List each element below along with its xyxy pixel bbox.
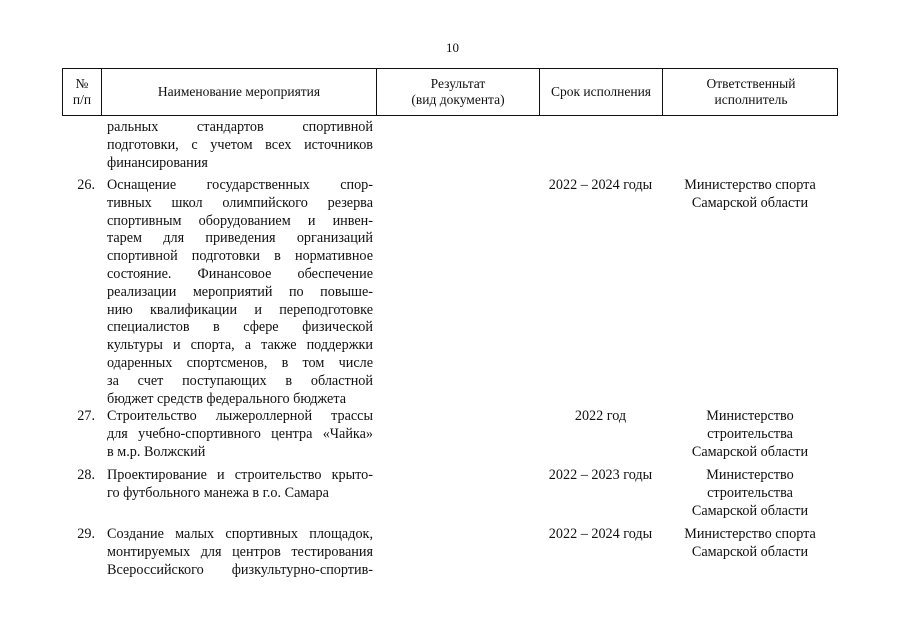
row-number: 26. bbox=[77, 177, 95, 193]
row-name-line: тарем для приведения организаций bbox=[107, 230, 373, 247]
header-resp-bottom: исполнитель bbox=[714, 92, 788, 107]
table-row bbox=[62, 467, 838, 520]
row-deadline: 2022 – 2023 годы bbox=[548, 467, 653, 483]
row-responsible bbox=[662, 177, 838, 408]
header-result-bottom: (вид документа) bbox=[411, 92, 505, 107]
header-result-top: Результат bbox=[430, 76, 486, 91]
row-number: 29. bbox=[77, 526, 95, 542]
row-name-line: финансирования bbox=[107, 154, 208, 171]
row-responsible bbox=[662, 408, 838, 461]
row-name-line: Всероссийского физкультурно-спортив- bbox=[107, 561, 373, 578]
row-responsible-line: строительства bbox=[707, 484, 793, 501]
row-name bbox=[101, 119, 376, 172]
row-responsible-line: Самарской области bbox=[691, 502, 809, 519]
row-name-line: состояние. Финансовое обеспечение bbox=[107, 265, 373, 282]
header-result bbox=[377, 69, 540, 115]
row-deadline: 2022 – 2024 годы bbox=[548, 526, 653, 542]
page-number: 10 bbox=[446, 40, 459, 55]
row-name-line: культуры и спорта, а также поддержки bbox=[107, 337, 373, 354]
row-responsible-line: Самарской области bbox=[691, 194, 809, 211]
row-name bbox=[101, 177, 376, 408]
row-number: 27. bbox=[77, 408, 95, 424]
table-row bbox=[62, 119, 838, 172]
row-responsible-line: Министерство спорта bbox=[684, 177, 816, 193]
row-responsible bbox=[662, 467, 838, 520]
row-name-line: спортивной подготовки в нормативное bbox=[107, 248, 373, 265]
row-name bbox=[101, 408, 376, 461]
row-name-line: Создание малых спортивных площадок, bbox=[107, 526, 373, 542]
row-responsible bbox=[662, 119, 838, 172]
row-responsible-line: Министерство bbox=[706, 467, 794, 483]
row-name-line: тивных школ олимпийского резерва bbox=[107, 194, 373, 211]
row-name-line: нию квалификации и переподготовке bbox=[107, 301, 373, 318]
row-name-line: в м.р. Волжский bbox=[107, 443, 206, 460]
row-name-line: ральных стандартов спортивной bbox=[107, 119, 373, 135]
row-responsible-line: Самарской области bbox=[691, 443, 809, 460]
row-name-line: го футбольного манежа в г.о. Самара bbox=[107, 484, 329, 501]
header-num-bottom: п/п bbox=[72, 92, 92, 107]
row-responsible bbox=[662, 526, 838, 579]
header-num-top: № bbox=[75, 76, 89, 91]
row-result bbox=[376, 119, 539, 172]
row-responsible-line: строительства bbox=[707, 425, 793, 442]
row-name-line: монтируемых для центров тестирования bbox=[107, 543, 373, 560]
row-name bbox=[101, 467, 376, 520]
row-name-line: спортивным оборудованием и инвен- bbox=[107, 212, 373, 229]
header-num bbox=[63, 69, 102, 115]
row-responsible-line: Министерство bbox=[706, 408, 794, 424]
row-number: 28. bbox=[77, 467, 95, 483]
row-deadline: 2022 год bbox=[574, 408, 627, 424]
row-responsible-line: Самарской области bbox=[691, 543, 809, 560]
row-deadline bbox=[539, 119, 662, 172]
table-row bbox=[62, 526, 838, 579]
header-responsible bbox=[663, 69, 839, 115]
row-result bbox=[376, 177, 539, 408]
row-responsible-line: Министерство спорта bbox=[684, 526, 816, 542]
row-name-line: подготовки, с учетом всех источников bbox=[107, 136, 373, 153]
row-name-line: Проектирование и строительство крыто- bbox=[107, 467, 373, 483]
row-name-line: за счет поступающих в областной bbox=[107, 372, 373, 389]
row-name bbox=[101, 526, 376, 579]
row-name-line: реализации мероприятий по повыше- bbox=[107, 283, 373, 300]
row-number bbox=[62, 119, 101, 172]
row-result bbox=[376, 467, 539, 520]
row-name-line: Строительство лыжероллерной трассы bbox=[107, 408, 373, 424]
table-row bbox=[62, 408, 838, 461]
table-header bbox=[62, 68, 838, 116]
header-resp-top: Ответственный bbox=[706, 76, 796, 91]
row-deadline: 2022 – 2024 годы bbox=[548, 177, 653, 193]
row-name-line: специалистов в сфере физической bbox=[107, 319, 373, 336]
row-name-line: одаренных спортсменов, в том числе bbox=[107, 354, 373, 371]
row-name-line: бюджет средств федерального бюджета bbox=[107, 390, 347, 407]
header-deadline: Срок исполнения bbox=[540, 69, 663, 115]
row-name-line: Оснащение государственных спор- bbox=[107, 177, 373, 193]
row-result bbox=[376, 408, 539, 461]
row-name-line: для учебно-спортивного центра «Чайка» bbox=[107, 425, 373, 442]
row-result bbox=[376, 526, 539, 579]
header-name: Наименование мероприятия bbox=[102, 69, 377, 115]
table-row bbox=[62, 177, 838, 408]
